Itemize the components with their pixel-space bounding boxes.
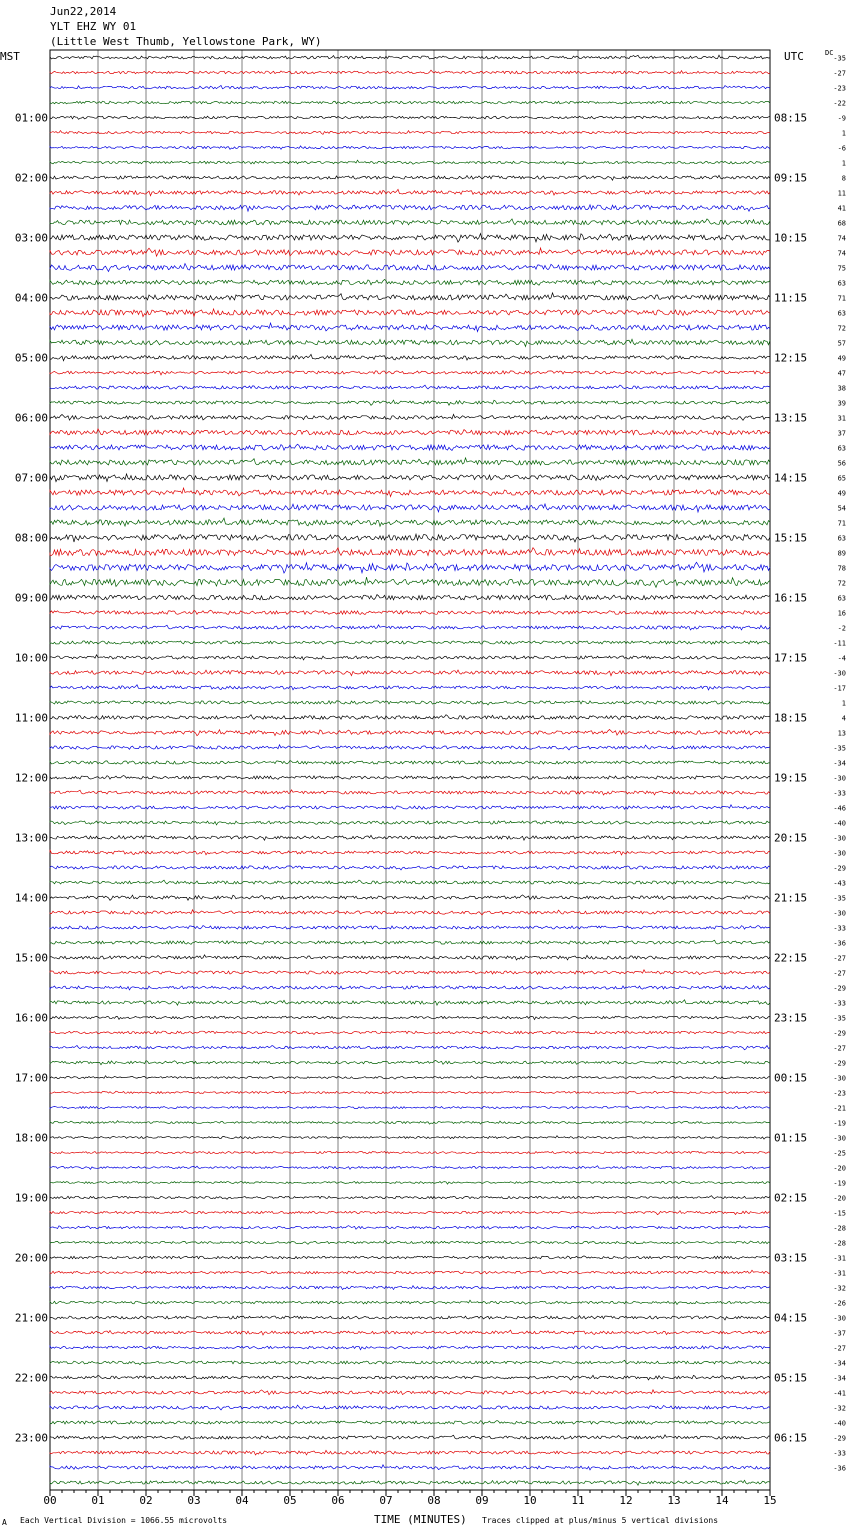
seismic-trace	[50, 131, 770, 135]
x-tick-label: 04	[235, 1494, 249, 1507]
seismic-trace	[50, 685, 770, 690]
right-hour-label: 01:15	[774, 1131, 808, 1145]
seismic-trace	[50, 1016, 770, 1019]
right-hour-label: 11:15	[774, 291, 808, 305]
dc-offset-label: -21	[833, 1104, 846, 1113]
seismic-trace	[50, 895, 770, 900]
left-hour-label: 03:00	[14, 231, 48, 245]
dc-offset-label: 78	[837, 564, 846, 573]
corner-mark: A	[2, 1518, 7, 1527]
dc-offset-label: 38	[837, 384, 846, 393]
left-hour-label: 20:00	[14, 1251, 48, 1265]
seismic-trace	[50, 474, 770, 482]
seismic-trace	[50, 160, 770, 164]
seismic-trace	[50, 577, 770, 587]
seismic-trace	[50, 323, 770, 332]
scale-note: Each Vertical Division = 1066.55 microvolts	[20, 1516, 228, 1525]
dc-label: DC	[825, 49, 834, 57]
dc-offset-label: -33	[833, 1449, 846, 1458]
dc-offset-label: 63	[837, 534, 846, 543]
left-hour-label: 17:00	[14, 1071, 48, 1085]
seismic-trace	[50, 101, 770, 104]
left-hour-label: 14:00	[14, 891, 48, 905]
x-tick-label: 08	[427, 1494, 441, 1507]
dc-offset-label: -33	[833, 924, 846, 933]
seismic-trace	[50, 354, 770, 360]
x-tick-label: 05	[283, 1494, 297, 1507]
left-hour-label: 06:00	[14, 411, 48, 425]
dc-offset-label: -30	[833, 774, 846, 783]
dc-offset-label: -15	[833, 1209, 846, 1218]
seismic-trace	[50, 850, 770, 855]
seismic-trace	[50, 248, 770, 256]
dc-offset-label: 4	[841, 714, 846, 723]
seismic-trace	[50, 776, 770, 780]
x-tick-label: 15	[763, 1494, 777, 1507]
dc-offset-label: -30	[833, 1074, 846, 1083]
left-hour-label: 16:00	[14, 1011, 48, 1025]
seismic-trace	[50, 1300, 770, 1304]
seismic-trace	[50, 458, 770, 465]
dc-offset-label: 57	[837, 339, 846, 348]
left-hour-label: 18:00	[14, 1131, 48, 1145]
dc-offset-label: -23	[833, 84, 846, 93]
left-hour-label: 12:00	[14, 771, 48, 785]
right-hour-label: 14:15	[774, 471, 808, 485]
dc-offset-label: -6	[837, 144, 846, 153]
dc-offset-label: 8	[841, 174, 846, 183]
x-tick-label: 13	[667, 1494, 681, 1507]
seismic-trace	[50, 429, 770, 435]
dc-offset-label: -35	[833, 54, 846, 63]
dc-offset-label: -19	[833, 1119, 846, 1128]
x-tick-label: 09	[475, 1494, 489, 1507]
seismic-trace	[50, 1346, 770, 1350]
seismic-trace	[50, 518, 770, 526]
right-hour-label: 04:15	[774, 1311, 808, 1325]
right-hour-label: 16:15	[774, 591, 808, 605]
seismic-trace	[50, 293, 770, 300]
seismic-trace	[50, 116, 770, 119]
x-tick-label: 14	[715, 1494, 729, 1507]
right-hour-label: 18:15	[774, 711, 808, 725]
seismic-trace	[50, 790, 770, 795]
seismic-trace	[50, 866, 770, 870]
seismic-trace	[50, 1226, 770, 1230]
seismic-trace	[50, 910, 770, 915]
dc-offset-label: -41	[833, 1389, 846, 1398]
left-hour-label: 08:00	[14, 531, 48, 545]
dc-offset-label: -27	[833, 1344, 846, 1353]
dc-offset-label: -20	[833, 1164, 846, 1173]
dc-offset-label: -25	[833, 1149, 846, 1158]
dc-offset-label: -27	[833, 954, 846, 963]
dc-offset-label: 39	[837, 399, 846, 408]
seismic-trace	[50, 414, 770, 420]
seismic-trace	[50, 730, 770, 736]
dc-offset-label: 72	[837, 324, 846, 333]
seismic-trace	[50, 1211, 770, 1215]
left-hour-label: 10:00	[14, 651, 48, 665]
x-tick-label: 02	[139, 1494, 153, 1507]
header-station: YLT EHZ WY 01	[50, 20, 137, 33]
seismic-trace	[50, 1450, 770, 1455]
dc-offset-label: 54	[837, 504, 846, 513]
seismic-trace	[50, 70, 770, 74]
dc-offset-label: 13	[837, 729, 846, 738]
seismic-trace	[50, 339, 770, 346]
seismic-trace	[50, 655, 770, 660]
seismic-trace	[50, 1166, 770, 1170]
dc-offset-label: -30	[833, 669, 846, 678]
seismic-trace	[50, 821, 770, 825]
seismic-trace	[50, 205, 770, 211]
seismic-trace	[50, 1375, 770, 1380]
dc-offset-label: -31	[833, 1269, 846, 1278]
dc-offset-label: 75	[837, 264, 846, 273]
dc-offset-label: 65	[837, 474, 846, 483]
seismic-trace	[50, 1465, 770, 1470]
dc-offset-label: -28	[833, 1224, 846, 1233]
seismic-trace	[50, 548, 770, 556]
left-hour-label: 04:00	[14, 291, 48, 305]
dc-offset-label: -34	[833, 759, 846, 768]
dc-offset-label: -29	[833, 1059, 846, 1068]
dc-offset-label: -32	[833, 1284, 846, 1293]
dc-offset-label: -33	[833, 789, 846, 798]
right-hour-label: 21:15	[774, 891, 808, 905]
dc-offset-label: 49	[837, 354, 846, 363]
seismic-trace	[50, 1360, 770, 1364]
dc-offset-label: -36	[833, 939, 846, 948]
dc-offset-label: -27	[833, 1044, 846, 1053]
x-tick-label: 00	[43, 1494, 57, 1507]
x-tick-label: 12	[619, 1494, 633, 1507]
seismic-trace	[50, 986, 770, 990]
seismic-trace	[50, 371, 770, 375]
seismic-trace	[50, 1480, 770, 1485]
dc-offset-label: 56	[837, 459, 846, 468]
dc-offset-label: -28	[833, 1239, 846, 1248]
right-hour-label: 02:15	[774, 1191, 808, 1205]
x-tick-label: 06	[331, 1494, 345, 1507]
seismic-trace	[50, 488, 770, 497]
dc-offset-label: 63	[837, 444, 846, 453]
dc-offset-label: 41	[837, 204, 846, 213]
right-hour-label: 23:15	[774, 1011, 808, 1025]
dc-offset-label: 1	[841, 699, 846, 708]
seismic-trace	[50, 1270, 770, 1274]
right-hour-label: 06:15	[774, 1431, 808, 1445]
seismic-trace	[50, 1136, 770, 1139]
dc-offset-label: -33	[833, 999, 846, 1008]
seismic-trace	[50, 955, 770, 960]
dc-offset-label: -22	[833, 99, 846, 108]
seismic-trace	[50, 504, 770, 512]
dc-offset-label: 49	[837, 489, 846, 498]
dc-offset-label: 11	[837, 189, 846, 198]
clip-note: Traces clipped at plus/minus 5 vertical divisions	[482, 1516, 719, 1525]
right-hour-label: 00:15	[774, 1071, 808, 1085]
seismic-trace	[50, 701, 770, 705]
seismic-trace	[50, 55, 770, 59]
seismic-trace	[50, 1060, 770, 1064]
dc-offset-label: -30	[833, 834, 846, 843]
right-hour-label: 09:15	[774, 171, 808, 185]
dc-offset-label: -31	[833, 1254, 846, 1263]
dc-offset-label: -40	[833, 819, 846, 828]
seismic-trace	[50, 1151, 770, 1154]
seismic-trace	[50, 641, 770, 644]
dc-offset-label: -29	[833, 864, 846, 873]
seismic-trace	[50, 562, 770, 573]
dc-offset-label: 31	[837, 414, 846, 423]
seismic-trace	[50, 835, 770, 840]
dc-offset-label: 63	[837, 279, 846, 288]
seismic-trace	[50, 880, 770, 884]
seismic-trace	[50, 1076, 770, 1079]
right-zone-label: UTC	[784, 50, 804, 63]
dc-offset-label: 47	[837, 369, 846, 378]
seismic-trace	[50, 1421, 770, 1425]
dc-offset-label: 74	[837, 234, 846, 243]
seismic-trace	[50, 1286, 770, 1290]
seismic-trace	[50, 400, 770, 405]
seismic-trace	[50, 1435, 770, 1439]
dc-offset-label: -30	[833, 1314, 846, 1323]
seismic-trace	[50, 610, 770, 614]
dc-offset-label: 1	[841, 129, 846, 138]
seismic-trace	[50, 715, 770, 720]
seismic-trace	[50, 595, 770, 600]
seismic-trace	[50, 146, 770, 149]
seismic-trace	[50, 940, 770, 944]
left-hour-label: 23:00	[14, 1431, 48, 1445]
dc-offset-label: -34	[833, 1359, 846, 1368]
seismic-trace	[50, 309, 770, 317]
dc-offset-label: -30	[833, 1134, 846, 1143]
right-hour-label: 08:15	[774, 111, 808, 125]
left-hour-label: 13:00	[14, 831, 48, 845]
right-hour-label: 20:15	[774, 831, 808, 845]
seismic-trace	[50, 761, 770, 765]
seismic-trace	[50, 534, 770, 542]
seismic-trace	[50, 670, 770, 676]
right-hour-label: 15:15	[774, 531, 808, 545]
dc-offset-label: -30	[833, 849, 846, 858]
x-axis-label: TIME (MINUTES)	[374, 1513, 467, 1526]
dc-offset-label: -29	[833, 1029, 846, 1038]
dc-offset-label: -37	[833, 1329, 846, 1338]
left-hour-label: 11:00	[14, 711, 48, 725]
right-hour-label: 12:15	[774, 351, 808, 365]
dc-offset-label: -19	[833, 1179, 846, 1188]
left-hour-label: 19:00	[14, 1191, 48, 1205]
seismic-trace	[50, 1330, 770, 1335]
x-tick-label: 01	[91, 1494, 105, 1507]
seismic-trace	[50, 189, 770, 195]
dc-offset-label: -23	[833, 1089, 846, 1098]
dc-offset-label: -27	[833, 69, 846, 78]
header-date: Jun22,2014	[50, 5, 117, 18]
seismic-trace	[50, 1106, 770, 1109]
seismic-trace	[50, 264, 770, 272]
dc-offset-label: -35	[833, 1014, 846, 1023]
left-hour-label: 07:00	[14, 471, 48, 485]
seismic-trace	[50, 219, 770, 225]
dc-offset-label: -30	[833, 909, 846, 918]
seismic-trace	[50, 805, 770, 810]
left-hour-label: 05:00	[14, 351, 48, 365]
header-location: (Little West Thumb, Yellowstone Park, WY)	[50, 35, 322, 48]
right-hour-label: 13:15	[774, 411, 808, 425]
dc-offset-label: -29	[833, 1434, 846, 1443]
left-hour-label: 02:00	[14, 171, 48, 185]
x-tick-label: 10	[523, 1494, 537, 1507]
seismic-trace	[50, 745, 770, 750]
dc-offset-label: -35	[833, 894, 846, 903]
dc-offset-label: -35	[833, 744, 846, 753]
seismic-trace	[50, 444, 770, 450]
dc-offset-label: -2	[837, 624, 846, 633]
seismic-trace	[50, 234, 770, 243]
dc-offset-label: -26	[833, 1299, 846, 1308]
dc-offset-label: 68	[837, 219, 846, 228]
dc-offset-label: -43	[833, 879, 846, 888]
seismic-trace	[50, 1046, 770, 1050]
dc-offset-label: -40	[833, 1419, 846, 1428]
seismic-trace	[50, 1000, 770, 1005]
seismic-trace	[50, 926, 770, 930]
left-hour-label: 09:00	[14, 591, 48, 605]
seismic-trace	[50, 1390, 770, 1395]
dc-offset-label: -11	[833, 639, 846, 648]
dc-offset-label: 1	[841, 159, 846, 168]
dc-offset-label: -32	[833, 1404, 846, 1413]
x-tick-label: 07	[379, 1494, 393, 1507]
dc-offset-label: -27	[833, 969, 846, 978]
dc-offset-label: -4	[837, 654, 846, 663]
seismic-trace	[50, 1091, 770, 1093]
dc-offset-label: 72	[837, 579, 846, 588]
left-zone-label: MST	[0, 50, 20, 63]
seismic-trace	[50, 1256, 770, 1259]
dc-offset-label: 71	[837, 294, 846, 303]
seismic-trace	[50, 280, 770, 286]
right-hour-label: 19:15	[774, 771, 808, 785]
dc-offset-label: -9	[837, 114, 846, 123]
x-tick-label: 11	[571, 1494, 585, 1507]
dc-offset-label: -29	[833, 984, 846, 993]
right-hour-label: 05:15	[774, 1371, 808, 1385]
right-hour-label: 22:15	[774, 951, 808, 965]
seismic-trace	[50, 1031, 770, 1035]
left-hour-label: 15:00	[14, 951, 48, 965]
seismic-trace	[50, 1241, 770, 1245]
seismic-trace	[50, 1405, 770, 1410]
seismic-trace	[50, 1121, 770, 1124]
left-hour-label: 21:00	[14, 1311, 48, 1325]
dc-offset-label: 71	[837, 519, 846, 528]
seismic-trace	[50, 385, 770, 389]
right-hour-label: 10:15	[774, 231, 808, 245]
seismic-trace	[50, 85, 770, 89]
dc-offset-label: 63	[837, 309, 846, 318]
seismic-trace	[50, 1196, 770, 1200]
dc-offset-label: -46	[833, 804, 846, 813]
left-hour-label: 01:00	[14, 111, 48, 125]
dc-offset-label: 37	[837, 429, 846, 438]
seismic-trace	[50, 175, 770, 180]
seismic-trace	[50, 970, 770, 975]
dc-offset-label: 89	[837, 549, 846, 558]
dc-offset-label: 74	[837, 249, 846, 258]
dc-offset-label: -20	[833, 1194, 846, 1203]
dc-offset-label: 63	[837, 594, 846, 603]
x-tick-label: 03	[187, 1494, 201, 1507]
seismic-trace	[50, 1316, 770, 1320]
dc-offset-label: -17	[833, 684, 846, 693]
seismic-trace	[50, 625, 770, 630]
right-hour-label: 17:15	[774, 651, 808, 665]
dc-offset-label: 16	[837, 609, 846, 618]
dc-offset-label: -36	[833, 1464, 846, 1473]
right-hour-label: 03:15	[774, 1251, 808, 1265]
left-hour-label: 22:00	[14, 1371, 48, 1385]
seismic-trace	[50, 1182, 770, 1185]
dc-offset-label: -34	[833, 1374, 846, 1383]
